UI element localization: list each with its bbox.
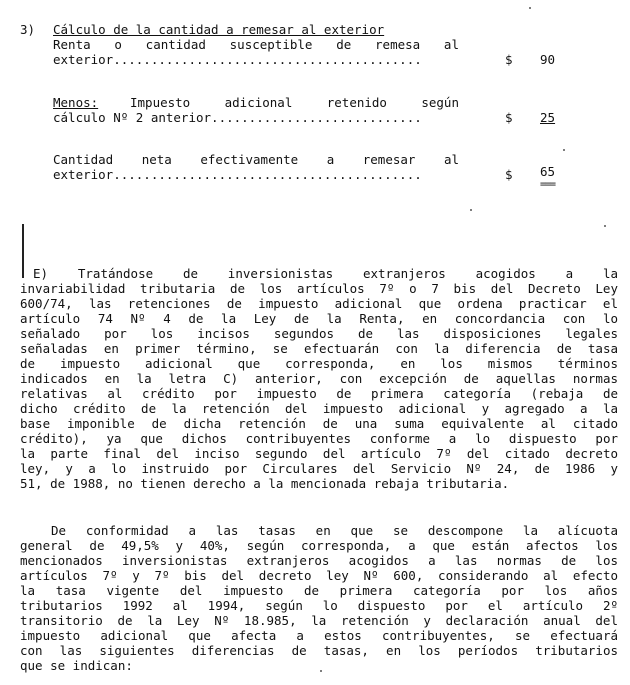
paragraph-line: base imponible de dicha retención de una suma equivalente al citado xyxy=(20,416,618,431)
scan-speck xyxy=(604,225,606,227)
row2-line1: Impuesto adicional retenido según xyxy=(130,95,459,110)
row1-currency: $ xyxy=(505,52,513,67)
paragraph-line: que se indican: xyxy=(20,658,133,673)
row3-double-rule: === xyxy=(540,179,556,190)
paragraph-line: artículo 74 Nº 4 de la Ley de la Renta, en concordancia con lo xyxy=(20,311,618,326)
row3-line2: exterior......................................... xyxy=(53,167,422,182)
paragraph-line: la tasa vigente del impuesto de primera categoría por los años xyxy=(20,583,618,598)
menos-label: Menos: xyxy=(53,95,99,110)
paragraph-line: con las siguientes diferencias de tasas, en los períodos tributarios xyxy=(20,643,618,658)
scan-speck xyxy=(563,149,565,151)
paragraph-line: tributarios 1992 al 1994, según lo dispuesto por el artículo 2º xyxy=(20,598,618,613)
paragraph-line: de impuesto adicional que corresponda, en los mismos términos xyxy=(20,356,618,371)
paragraph-line: crédito), ya que dichos contribuyentes conforme a lo dispuesto por xyxy=(20,431,618,446)
paragraph-line: ley, y a lo instruido por Circulares del Servicio Nº 24, de 1986 y xyxy=(20,461,618,476)
paragraph-line: De conformidad a las tasas en que se descompone la alícuota xyxy=(51,523,618,538)
row1-line1: Renta o cantidad susceptible de remesa al xyxy=(53,37,459,52)
paragraph-line: señaladas en primer término, se efectuarán con la diferencia de tasa xyxy=(20,341,618,356)
margin-mark xyxy=(22,224,24,278)
row1-line2: exterior......................................... xyxy=(53,52,422,67)
paragraph-line: la parte final del inciso segundo del artículo 7º del citado decreto xyxy=(20,446,618,461)
paragraph-line: artículos 7º y 7º bis del decreto ley Nº 600, considerando al efecto xyxy=(20,568,618,583)
scan-speck xyxy=(320,670,322,672)
row2-value: 25 xyxy=(540,110,556,125)
paragraph-line: indicados en la letra C) anterior, con excepción de aquellas normas xyxy=(20,371,618,386)
row3-value: 65 xyxy=(540,164,556,179)
scan-speck xyxy=(470,209,472,211)
paragraph-line: invariabilidad tributaria de los artículos 7º o 7 bis del Decreto Ley xyxy=(20,281,618,296)
paragraph-line: dicho crédito de la retención del impuesto adicional y agregado a la xyxy=(20,401,618,416)
paragraph-line: impuesto adicional que afecta a estos contribuyentes, se efectuará xyxy=(20,628,618,643)
section-heading: Cálculo de la cantidad a remesar al exterior xyxy=(53,22,385,37)
row2-line2: cálculo Nº 2 anterior............................ xyxy=(53,110,422,125)
section-number: 3) xyxy=(20,22,36,37)
paragraph-line: E) Tratándose de inversionistas extranjeros acogidos a la xyxy=(33,266,618,281)
paragraph-line: general de 49,5% y 40%, según corresponda, a que están afectos los xyxy=(20,538,618,553)
paragraph-line: transitorio de la Ley Nº 18.985, la retención y declaración anual del xyxy=(20,613,618,628)
row2-currency: $ xyxy=(505,110,513,125)
scan-speck xyxy=(529,7,531,9)
row1-value: 90 xyxy=(540,52,556,67)
paragraph-line: 600/74, las retenciones de impuesto adicional que ordena practicar el xyxy=(20,296,618,311)
paragraph-line: 51, de 1988, no tienen derecho a la mencionada rebaja tributaria. xyxy=(20,476,510,491)
paragraph-line: relativas al crédito por impuesto de primera categoría (rebaja de xyxy=(20,386,618,401)
row3-currency: $ xyxy=(505,167,513,182)
row3-line1: Cantidad neta efectivamente a remesar al xyxy=(53,152,459,167)
paragraph-line: señalado por los incisos segundos de las disposiciones legales xyxy=(20,326,618,341)
paragraph-line: mencionados inversionistas extranjeros acogidos a las normas de los xyxy=(20,553,618,568)
